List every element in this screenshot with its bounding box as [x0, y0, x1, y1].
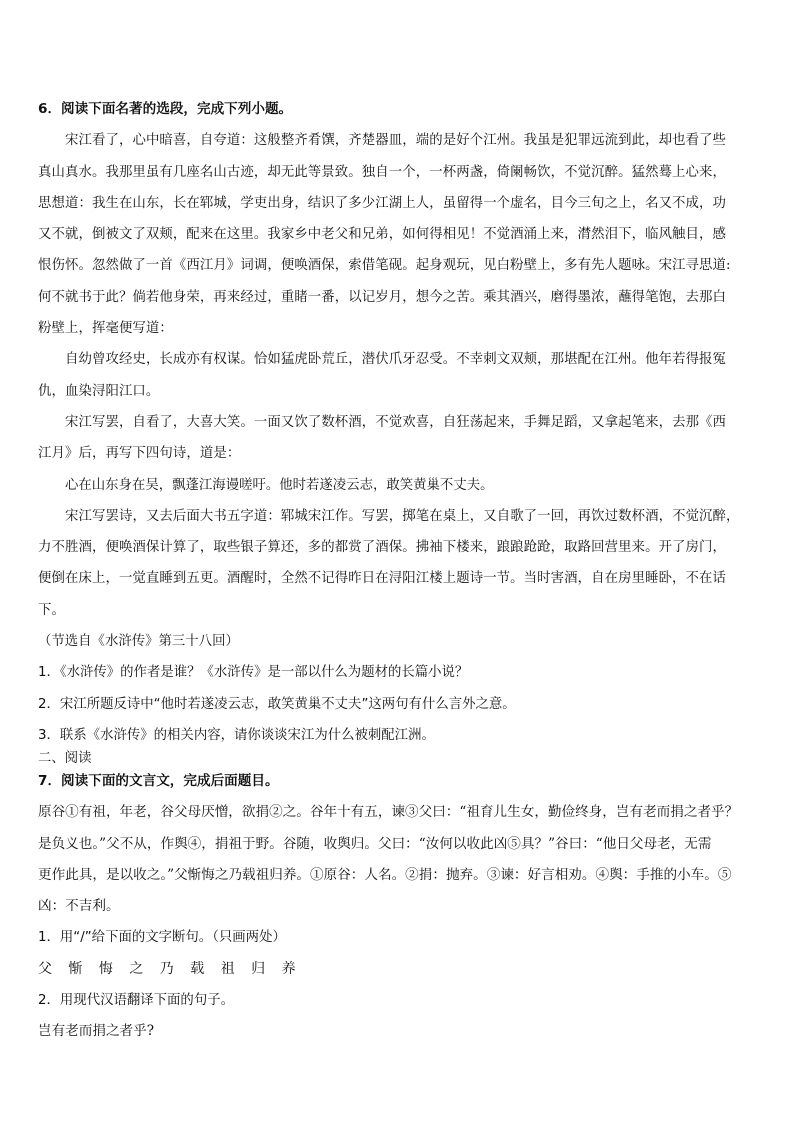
passage-line: 粉壁上，挥毫便写道：	[38, 321, 173, 337]
passage-line: 下。	[38, 602, 65, 618]
question-7-title: 7．阅读下面的文言文，完成后面题目。	[38, 772, 279, 789]
passage-source: （节选自《水浒传》第三十八回）	[38, 634, 239, 650]
rebel-poem: 心在山东身在吴，飘蓬江海谩嗟吁。他时若遂凌云志，敢笑黄巢不丈夫。	[65, 477, 494, 493]
question-6-title: 6．阅读下面名著的选段，完成下列小题。	[38, 101, 293, 117]
passage-line: 恨伤怀。忽然做了一首《西江月》词调，便唤酒保，索借笔砚。起身观玩，见白粉壁上，多有先人题咏。宋江寻思道:	[38, 258, 731, 274]
classical-line: 原谷①有祖，年老，谷父母厌憎，欲捐②之。谷年十有五，谏③父曰：“祖育儿生女，勤俭终身，岂有老而捐之者乎？	[38, 804, 739, 821]
ci-poem	[38, 348, 760, 402]
section-heading: 二、阅读	[38, 750, 92, 766]
passage-line: 力不胜酒，便唤酒保计算了，取些银子算还，多的都赏了酒保。拂袖下楼来，踉踉跄跄，取路回营里来。开了房门，	[38, 540, 727, 556]
question-7-sub-1: 1．用“/”给下面的文字断句。（只画两处）	[38, 930, 286, 946]
passage-line: 思想道：我生在山东，长在郓城，学吏出身，结识了多少江湖上人，虽留得一个虚名，目今三旬之上，名又不成，功	[38, 195, 727, 211]
question-6-sub-questions	[38, 661, 760, 747]
question-6-passage-3	[38, 505, 760, 622]
passage-line: 何不就书于此？倘若他身荣，再来经过，重睹一番，以记岁月，想今之苦。乘其酒兴，磨得墨浓，蘸得笔饱，去那白	[38, 289, 727, 305]
classical-line: 是负义也。”父不从，作舆④，捐祖于野。谷随，收舆归。父曰：“汝何以收此凶⑤具？”谷曰：“他日父母老，无需	[38, 835, 712, 852]
passage-line: 真山真水。我那里虽有几座名山古迹，却无此等景致。独自一个，一杯两盏，倚阑畅饮，不觉沉醉。猛然蓦上心来，	[38, 164, 727, 180]
passage-line: 宋江写罢诗，又去后面大书五字道：郓城宋江作。写罢，掷笔在桌上，又自歌了一回，再饮过数杯酒，不觉沉醉，	[65, 508, 740, 524]
passage-line: 便倒在床上，一觉直睡到五更。酒醒时，全然不记得昨日在浔阳江楼上题诗一节。当时害酒，自在房里睡卧，不在话	[38, 571, 727, 587]
classical-line: 更作此具，是以收之。”父惭悔之乃载祖归养。①原谷：人名。②捐：抛弃。③谏：好言相劝。④舆：手推的小车。⑤	[38, 866, 732, 883]
sub-question: 2．宋江所题反诗中“他时若遂凌云志，敢笑黄巢不丈夫”这两句有什么言外之意。	[38, 696, 516, 712]
ci-line: 自幼曾攻经史，长成亦有权谋。恰如猛虎卧荒丘，潜伏爪牙忍受。不幸刺文双颊，那堪配在江州。他年若得报冤	[65, 352, 727, 368]
question-7-sub-2-text: 岂有老而捐之者乎?	[38, 1023, 155, 1040]
classical-text	[38, 801, 760, 918]
passage-line: 宋江写罢，自看了，大喜大笑。一面又饮了数杯酒，不觉欢喜，自狂荡起来，手舞足蹈，又拿起笔来，去那《西	[65, 414, 727, 430]
ci-line: 仇，血染浔阳江口。	[38, 383, 160, 399]
passage-line: 宋江看了，心中暗喜，自夸道：这般整齐肴馔，齐楚器皿，端的是好个江州。我虽是犯罪远流到此，却也看了些	[65, 133, 727, 149]
sub-question: 3．联系《水浒传》的相关内容，请你谈谈宋江为什么被刺配江洲。	[38, 727, 435, 743]
classical-line: 凶：不吉利。	[38, 898, 120, 915]
sub-question: 1．《水浒传》的作者是谁？《水浒传》是一部以什么为题材的长篇小说？	[38, 665, 469, 681]
question-7-sub-2: 2．用现代汉语翻译下面的句子。	[38, 993, 234, 1009]
passage-line: 又不就，倒被文了双颊，配来在这里。我家乡中老父和兄弟，如何得相见！不觉酒涌上来，潸然泪下，临风触目，感	[38, 227, 727, 243]
document-page	[38, 98, 760, 1052]
question-7-sub-1-text: 父 惭 悔 之 乃 载 祖 归 养	[38, 960, 302, 977]
question-6-passage	[38, 129, 760, 340]
question-6-passage-2	[38, 411, 760, 465]
passage-line: 江月》后，再写下四句诗，道是：	[38, 446, 241, 462]
